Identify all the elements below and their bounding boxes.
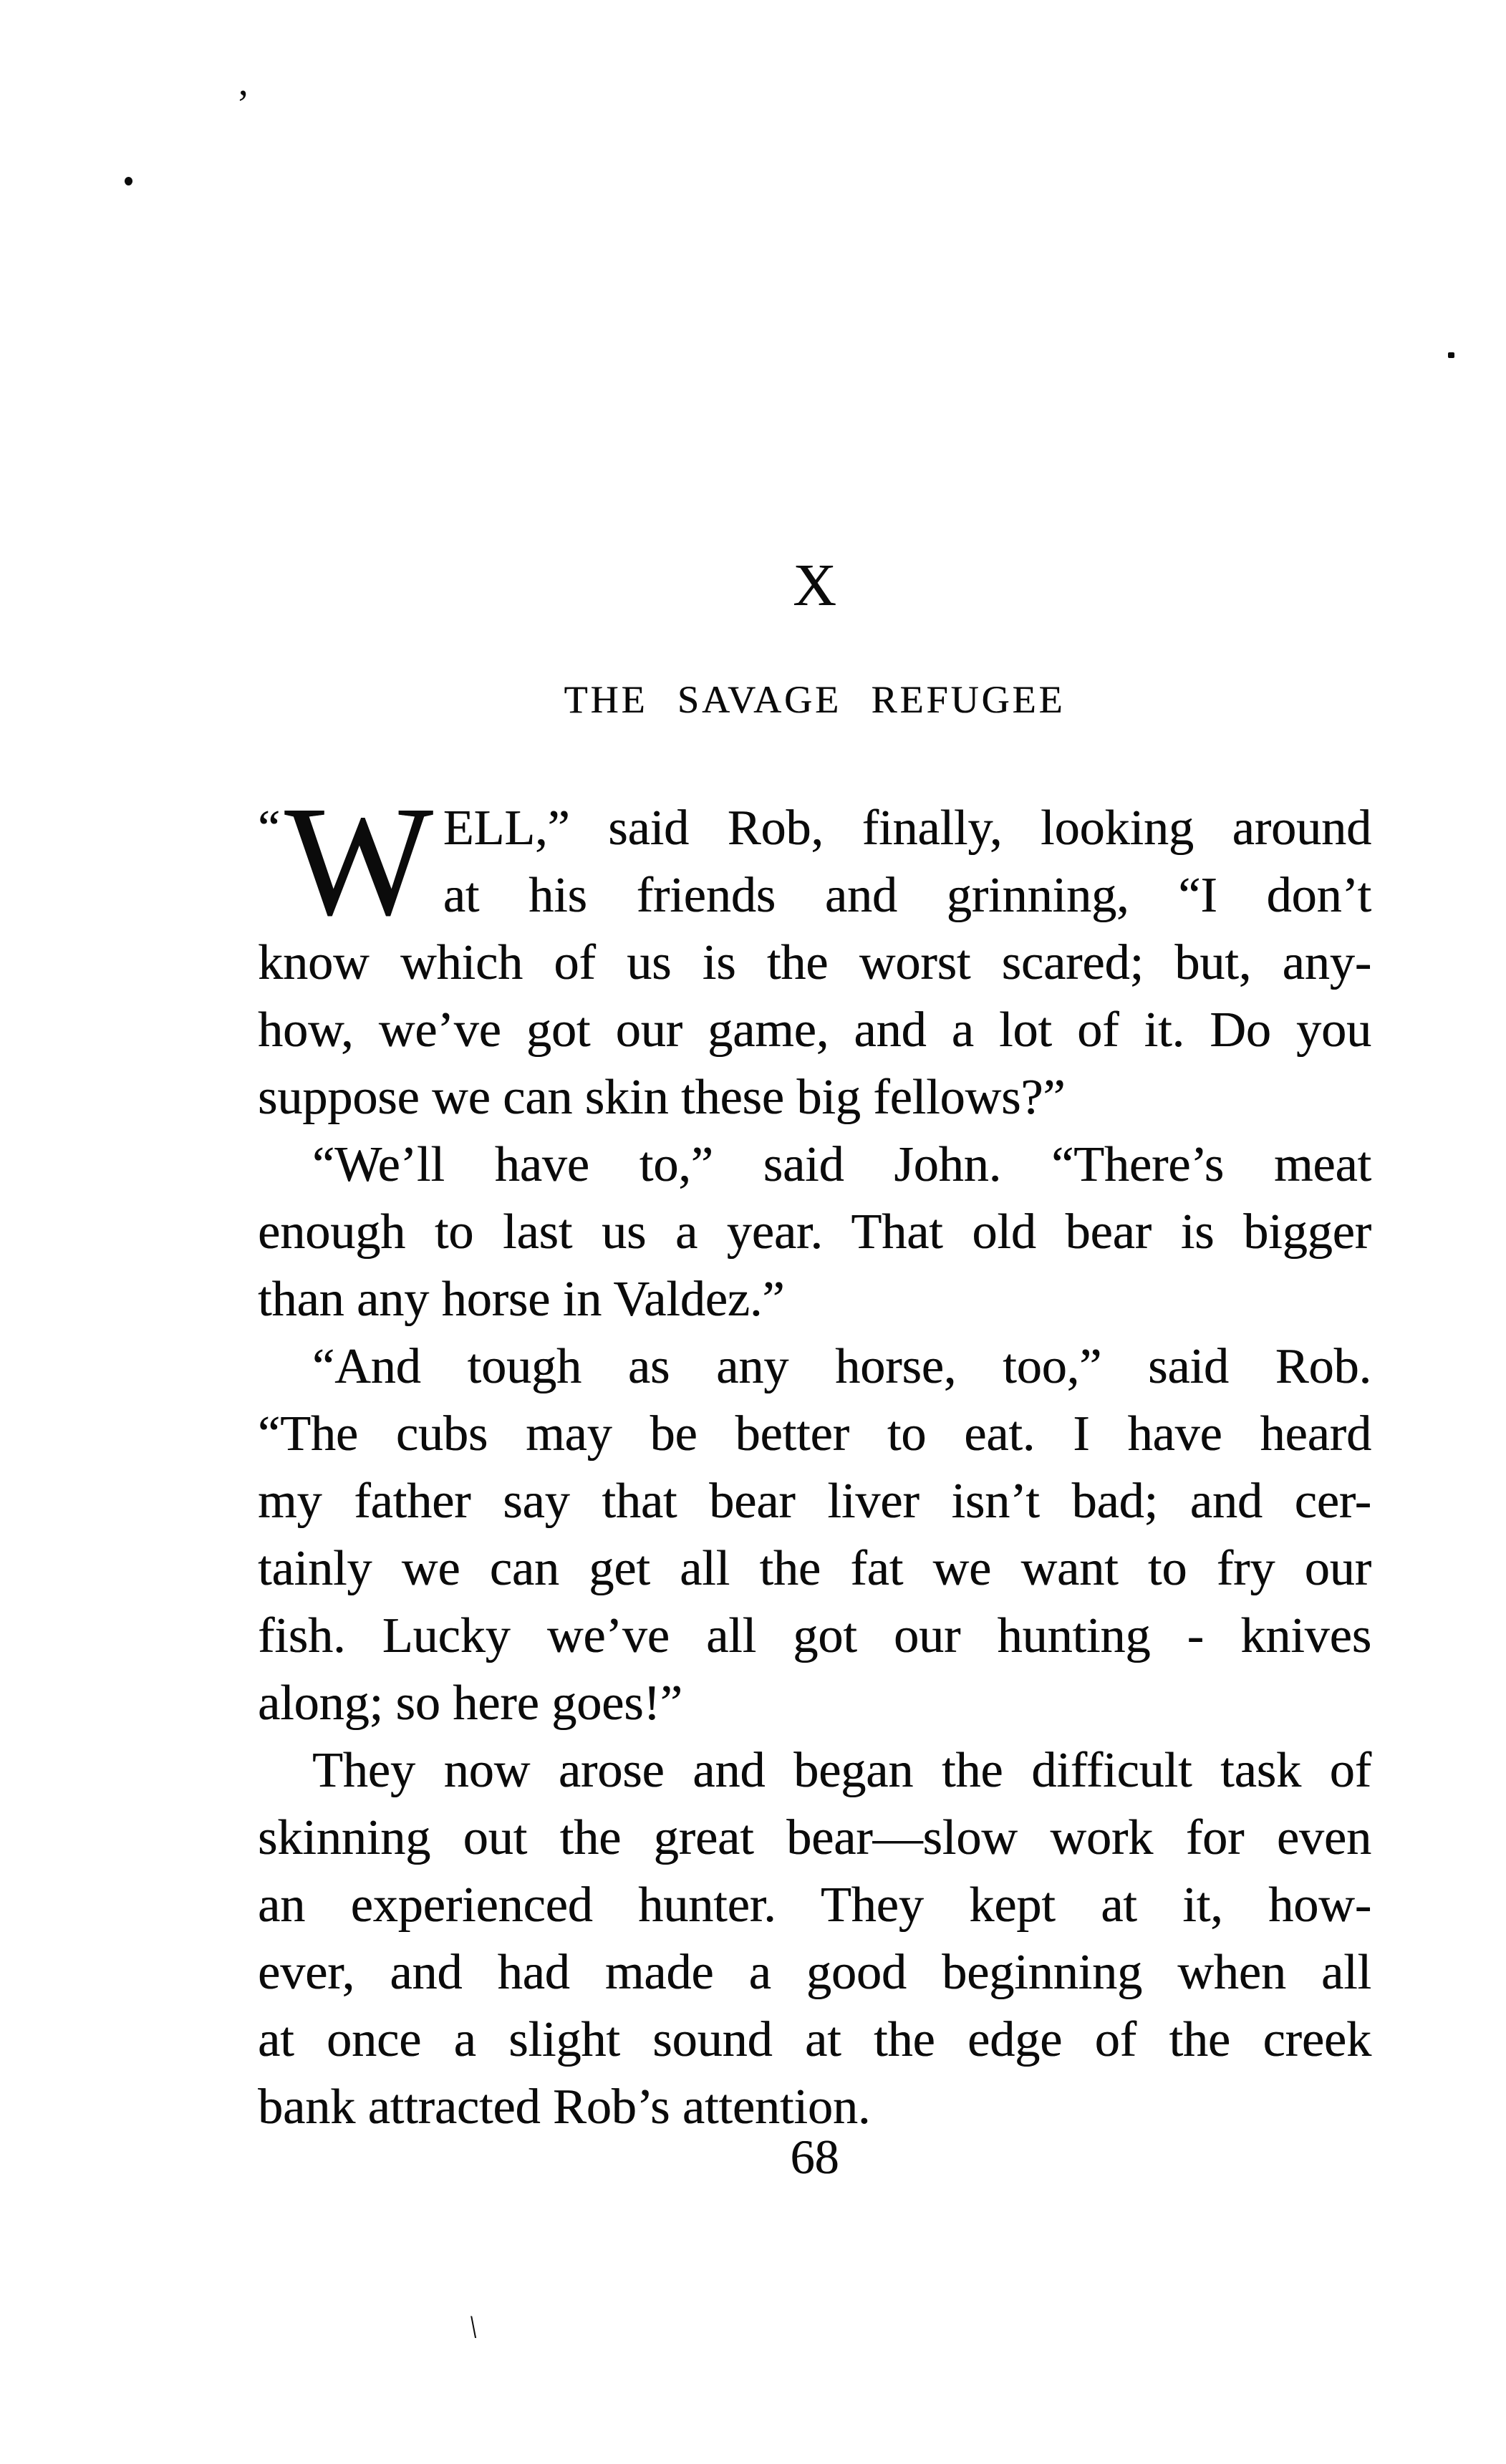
text-line: at his friends and grinning, “I don’t [443, 868, 1371, 923]
text-line: suppose we can skin these big fellows?” [258, 1070, 1066, 1125]
text-line: “And tough as any horse, too,” said Rob. [312, 1339, 1371, 1394]
text-line: ELL,” said Rob, finally, looking around [443, 801, 1371, 856]
paragraph-1 [258, 773, 1371, 1131]
text-line: ever, and had made a good beginning when all [258, 1945, 1371, 2000]
text-line: along; so here goes!” [258, 1676, 682, 1731]
chapter-title: THE SAVAGE REFUGEE [564, 678, 1066, 721]
text-line: tainly we can get all the fat we want to fry our [258, 1541, 1371, 1596]
drop-cap [258, 773, 433, 948]
text-line: “The cubs may be better to eat. I have heard [258, 1406, 1371, 1462]
text-line: than any horse in Valdez.” [258, 1272, 785, 1327]
text-line: an experienced hunter. They kept at it, how- [258, 1878, 1371, 1933]
text-line: They now arose and began the difficult task of [312, 1743, 1371, 1798]
scan-artifact-tick: \ [466, 2309, 481, 2345]
text-line: my father say that bear liver isn’t bad; and cer- [258, 1474, 1371, 1529]
text-line: “We’ll have to,” said John. “There’s meat [312, 1137, 1371, 1192]
drop-cap-letter: W [284, 773, 433, 948]
scan-artifact-speck [1448, 352, 1454, 358]
drop-cap-open-quote: “ [258, 801, 281, 856]
text-line: skinning out the great bear—slow work for even [258, 1810, 1371, 1865]
page-number: 68 [790, 2130, 839, 2184]
text-line: know which of us is the worst scared; but, any- [258, 935, 1371, 990]
text-line: fish. Lucky we’ve all got our hunting - knives [258, 1608, 1371, 1663]
text-line: at once a slight sound at the edge of the creek [258, 2012, 1371, 2067]
paragraph-3 [258, 1333, 1371, 1737]
scan-artifact-speck [125, 177, 132, 185]
text-line: how, we’ve got our game, and a lot of it. Do you [258, 1002, 1371, 1058]
scan-artifact-tick: ’ [236, 82, 250, 127]
chapter-number: X [793, 552, 836, 619]
text-line: enough to last us a year. That old bear is bigger [258, 1204, 1371, 1260]
text-column [258, 0, 1371, 2464]
paragraph-2 [258, 1131, 1371, 1333]
body-text [258, 773, 1371, 2141]
text-line: bank attracted Rob’s attention. [258, 2079, 871, 2135]
paragraph-4 [258, 1737, 1371, 2141]
